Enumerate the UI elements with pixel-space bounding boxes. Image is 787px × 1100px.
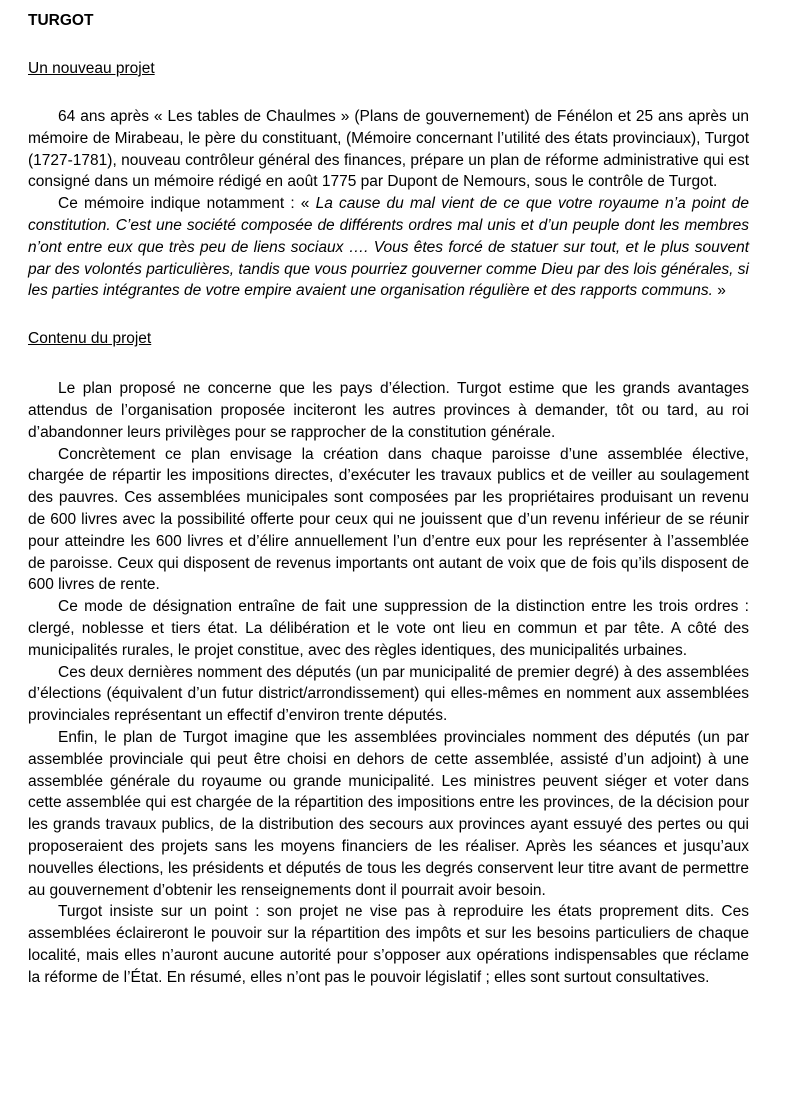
section-heading-nouveau-projet: Un nouveau projet — [28, 60, 155, 77]
paragraph: Enfin, le plan de Turgot imagine que les assemblées provinciales nomment des députés (un par assemblée provinciale qui peut être choisi en dehors de cette assemblée, assisté d’un adjoint) à une assemblée générale du royaume ou grande municipalité. Les ministres peuvent siéger et voter dans cette assemblée qui est chargée de la répartition des impositions entre les provinces, de la décision pour les grands travaux publics, de la distribution des secours aux provinces ayant essuyé des pertes ou qui proposeraient des projets sans les moyens financiers de les réaliser. Après les séances et jusqu’aux nouvelles élections, les présidents et députés de tous les degrés conservent leur titre avant de permettre au gouvernement d’obtenir les renseignements dont il pourrait avoir besoin. — [28, 728, 749, 899]
document-title: TURGOT — [28, 12, 94, 29]
paragraph: Ce mode de désignation entraîne de fait une suppression de la distinction entre les trois ordres : clergé, noblesse et tiers état. La délibération et le vote ont lieu en commun et par tête. A côté des municipalités rurales, le projet constitue, avec des règles identiques, des municipalités urbaines. — [28, 598, 749, 659]
spacer — [28, 350, 749, 378]
paragraph: Le plan proposé ne concerne que les pays d’élection. Turgot estime que les grands avantages attendus de l’organisation proposée inciteront les autres provinces à demander, tôt ou tard, au roi d’abandonner leurs privilèges pour se rapprocher de la constitution générale. — [28, 380, 749, 441]
paragraph: Turgot insiste sur un point : son projet ne vise pas à reproduire les états proprement dits. Ces assemblées éclaireront le pouvoir sur la répartition des impôts et sur les besoins particuliers de chaque localité, mais elles n’auront aucune autorité pour s’opposer aux opérations indispensables que réclame la réforme de l’État. En résumé, elles n’ont pas le pouvoir législatif ; elles sont surtout consultatives. — [28, 903, 749, 986]
paragraph-memoire-quote — [28, 193, 749, 302]
spacer — [28, 80, 749, 106]
quote-intro: Ce mémoire indique notamment : « — [58, 195, 316, 213]
section-heading-contenu-projet: Contenu du projet — [28, 330, 152, 348]
paragraph: Ces deux dernières nomment des députés (un par municipalité de premier degré) à des assemblées d’élections (équivalent d’un futur district/arrondissement) qui elles-mêmes en nomment aux assemblées provinciales représentant un effectif d’environ trente députés. — [28, 663, 749, 725]
quote-end: » — [712, 282, 726, 300]
paragraph-intro: 64 ans après « Les tables de Chaulmes » (Plans de gouvernement) de Fénélon et 25 ans après un mémoire de Mirabeau, le père du constituant, (Mémoire concernant l’utilité des états provinciaux), Turgot (1727-1781), nouveau contrôleur général des finances, prépare un plan de réforme administrative qui est consigné dans un mémoire rédigé en août 1775 par Dupont de Nemours, sous le contrôle de Turgot. — [28, 108, 749, 191]
document-page — [28, 10, 749, 988]
spacer — [28, 32, 749, 58]
quote-text: La cause du mal vient de ce que votre royaume n’a point de constitution. C’est une société composée de différents ordres mal unis et d’un peuple dont les membres n’ont entre eux que très peu de liens sociaux …. Vous êtes forcé de statuer sur tout, et le plus souvent par des volontés particulières, tandis que vous pourriez gouverner comme Dieu par des lois générales, si les parties intégrantes de votre empire avaient une organisation régulière et des rapports communs. — [28, 195, 749, 300]
paragraph: Concrètement ce plan envisage la création dans chaque paroisse d’une assemblée élective, chargée de répartir les impositions directes, d’exécuter les travaux publics et de veiller au soulagement des pauvres. Ces assemblées municipales sont composées par les propriétaires produisant un revenu de 600 livres avec la possibilité offerte pour ceux qui ne jouissent que d’un revenu inférieur de se réunir pour atteindre les 600 livres et d’élire annuellement l’un d’entre eux pour les représenter à l’assemblée de paroisse. Ceux qui disposent de revenus importants ont autant de voix que de fois qu’ils disposent de 600 livres de rente. — [28, 445, 749, 594]
spacer — [28, 302, 749, 328]
